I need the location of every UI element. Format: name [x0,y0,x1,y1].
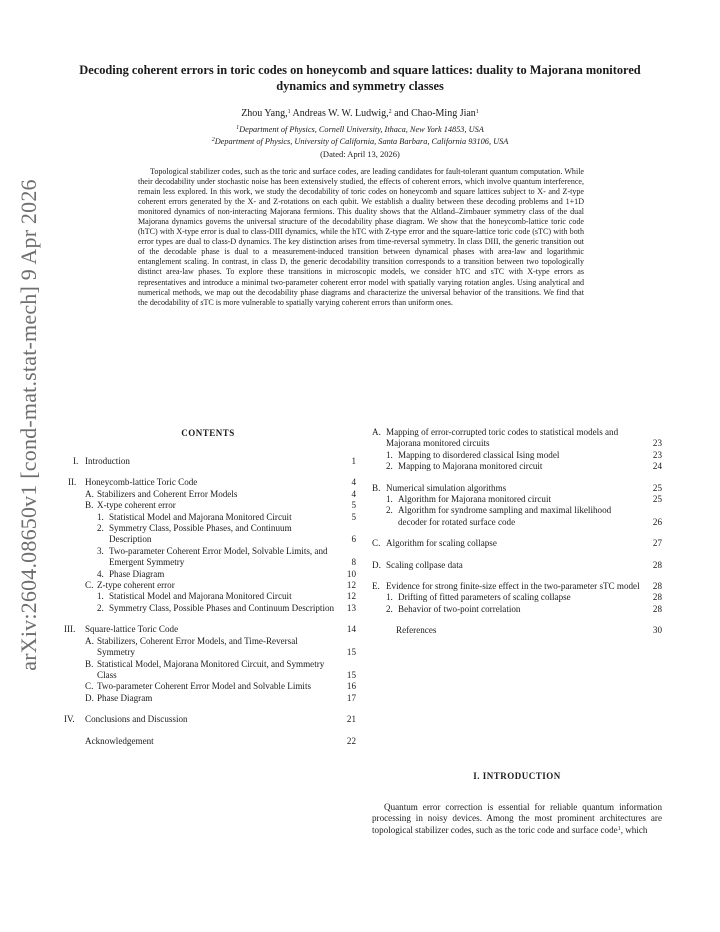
toc-entry-number: C. [372,538,381,549]
toc-entry-title: Honeycomb-lattice Toric Code [85,477,198,488]
toc-entry-page: 25 [652,494,662,505]
toc-entry-page: 17 [346,692,356,703]
intro-text-tail: , which [620,824,648,835]
author: and Chao-Ming Jian [394,108,476,119]
toc-entry-number: A. [85,488,94,499]
contents-heading: CONTENTS [181,428,235,438]
toc-section-group [372,483,662,529]
toc-entry[interactable] [60,636,356,659]
toc-entry[interactable] [60,736,356,747]
toc-entry-number: 3. [97,545,104,556]
toc-entry[interactable] [60,546,356,569]
toc-entry-page: 12 [346,580,356,591]
toc-entry-page: 26 [652,516,662,527]
toc-entry-page: 10 [346,568,356,579]
toc-entry-page: 21 [346,714,356,725]
toc-entry-page: 28 [652,603,662,614]
toc-entry-page: 23 [652,438,662,449]
toc-entry-title: Two-parameter Coherent Error Model, Solvable Limits, and Emergent Symmetry [109,545,328,568]
toc-section-group [60,477,356,614]
toc-entry-title: Algorithm for Majorana monitored circuit [398,494,552,505]
toc-entry-number: 1. [97,511,104,522]
toc-entry-page: 22 [346,735,356,746]
toc-entry[interactable] [372,461,662,472]
toc-entry[interactable] [372,538,662,549]
toc-section-group [372,581,662,615]
toc-entry-title: Behavior of two-point correlation [398,603,521,614]
toc-entry-page: 6 [351,534,356,545]
toc-entry-number: A. [85,635,94,646]
toc-entry-number: 1. [386,449,393,460]
abstract [138,167,584,308]
toc-entry-title: Acknowledgement [85,735,154,746]
toc-entry-page: 25 [652,482,662,493]
toc-entry[interactable] [60,489,356,500]
toc-entry-number: 2. [386,603,393,614]
toc-entry-number: III. [64,624,76,635]
toc-left-column [60,456,356,747]
arxiv-stamp [4,179,54,671]
toc-entry-number: D. [85,692,94,703]
author: Zhou Yang, [241,108,288,119]
affiliation-mark: 2 [388,109,392,115]
toc-entry-title: Two-parameter Coherent Error Model and Solvable Limits [97,681,312,692]
toc-entry[interactable] [60,523,356,546]
toc-entry-number: 1. [97,591,104,602]
toc-entry-page: 15 [346,669,356,680]
toc-entry-number: 2. [386,461,393,472]
toc-entry[interactable] [60,603,356,614]
toc-entry-page: 24 [652,461,662,472]
toc-entry[interactable] [60,714,356,725]
affiliation [60,125,660,134]
toc-entry-page: 15 [346,647,356,658]
toc-entry-page: 28 [652,581,662,592]
toc-entry-page: 1 [351,456,356,466]
affiliation-mark: 1 [475,109,479,115]
affiliation [60,137,660,146]
toc-entry-page: 8 [351,557,356,568]
toc-entry-page: 23 [652,449,662,460]
toc-entry[interactable] [60,681,356,692]
toc-entry-title: Drifting of fitted parameters of scaling collapse [398,592,571,603]
toc-entry-number: A. [372,427,381,437]
toc-entry-title: Mapping to disordered classical Ising model [398,449,560,460]
toc-entry-title: Evidence for strong finite-size effect in the two-parameter sTC model [386,581,640,592]
toc-entry-title: Algorithm for syndrome sampling and maximal likelihood decoder for rotated surface code [398,505,612,527]
toc-entry-page: 4 [351,477,356,488]
toc-entry-page: 5 [351,500,356,511]
toc-entry-number: 4. [97,568,104,579]
toc-entry[interactable] [60,580,356,591]
toc-entry-number: B. [85,500,94,511]
toc-entry-page: 14 [346,624,356,635]
toc-entry[interactable] [60,500,356,511]
toc-entry-title: Statistical Model, Majorana Monitored Circuit, and Symmetry Class [97,658,325,680]
toc-entry-number: 1. [386,592,393,603]
toc-entry[interactable] [60,456,356,467]
toc-entry-title: Stabilizers, Coherent Error Models, and Time-Reversal Symmetry [97,635,298,658]
toc-entry-number: 2. [386,505,393,516]
toc-entry-number: 2. [97,523,104,534]
toc-entry-title: Square-lattice Toric Code [85,624,179,635]
intro-paragraph [372,802,662,836]
toc-entry[interactable] [60,512,356,523]
author-list [60,108,660,119]
toc-section-group [60,624,356,704]
toc-entry-title: Symmetry Class, Possible Phases and Continuum Description [109,602,335,613]
toc-entry-number: IV. [64,714,75,725]
toc-entry-title: Statistical Model and Majorana Monitored Circuit [109,591,292,602]
toc-entry-title: X-type coherent error [97,500,176,511]
affiliation-text: Department of Physics, Cornell University, Ithaca, New York 14853, USA [239,125,484,134]
toc-entry[interactable] [372,427,662,450]
toc-entry-page: 16 [346,681,356,692]
section-heading: I. INTRODUCTION [473,771,561,781]
toc-section-group [60,456,356,467]
toc-entry-title: References [396,625,437,636]
toc-entry[interactable] [372,450,662,461]
toc-entry-number: II. [68,477,77,488]
affiliation-mark: 1 [236,125,240,131]
date-line: (Dated: April 13, 2026) [320,149,400,159]
toc-entry-number: B. [372,482,381,493]
toc-entry[interactable] [60,477,356,488]
toc-section-group [372,538,662,549]
toc-entry-page: 27 [652,538,662,549]
toc-entry-title: Mapping of error-corrupted toric codes to statistical models and Majorana monitored circuits [386,427,619,449]
toc-entry-title: Algorithm for scaling collapse [386,538,497,549]
toc-entry[interactable] [60,659,356,682]
toc-entry-number: E. [372,581,380,592]
toc-entry-title: Introduction [85,456,130,466]
toc-section-group [372,427,662,473]
toc-entry-page: 28 [652,592,662,603]
toc-entry-number: C. [85,681,94,692]
toc-entry-title: Conclusions and Discussion [85,714,188,725]
toc-entry-title: Statistical Model and Majorana Monitored Circuit [109,511,292,522]
toc-entry-number: 2. [97,602,104,613]
toc-entry-title: Mapping to Majorana monitored circuit [398,461,543,472]
abstract-text: Topological stabilizer codes, such as the toric and surface codes, are leading candidates for fault-tolerant quantum computation. While their decodability under stochastic noise has been extensively studied, the effects of coherent errors, which involve quantum interference, remain less explored. In this work, we study the decodability of toric codes on honeycomb and square lattices subject to X- and Z-type coherent errors generated by the X- and Z-rotations on each qubit. We establish a duality between these decoding problems and 1+1D monitored dynamics of non-interacting Majorana fermions. This duality shows that the Altland–Zirnbauer symmetry class of the dual Majorana dynamics governs the universal structure of the decodability phase diagram. We show that the honeycomb-lattice toric code (hTC) with X-type error is dual to class-DIII dynamics, while the hTC with Z-type error and the square-lattice toric code (sTC) with both error types are dual to class-D dynamics. The key distinction arises from time-reversal symmetry. In class DIII, the generic transition out of the decodable phase is dual to a measurement-induced transition between dynamical phases with area-law and logarithmic entanglement scaling. In contrast, in class D, the generic decodability transition corresponds to a transition between two topologically distinct area-law phases. To explore these transitions in microscopic models, we consider hTC and sTC with X-type errors as representatives and introduce a minimal two-parameter coherent error model with spatially varying rotation angles. Using analytical and numerical methods, we map out the decodability phase diagrams and characterize the universal behavior of the transitions. We find that the decodability of sTC is more vulnerable to spatially varying coherent errors than uniform ones. [138,167,584,307]
toc-entry[interactable] [372,625,662,636]
toc-entry[interactable] [60,624,356,635]
toc-entry-number: C. [85,580,94,591]
toc-entry[interactable] [372,604,662,615]
toc-entry[interactable] [60,569,356,580]
toc-entry[interactable] [372,560,662,571]
toc-entry-number: I. [73,456,79,466]
toc-entry-page: 30 [652,625,662,636]
affiliation-mark: 2 [211,137,215,143]
toc-entry-number: D. [372,559,381,570]
toc-entry-page: 4 [351,488,356,499]
intro-text: Quantum error correction is essential for reliable quantum information processing in noisy devices. Among the most prominent architectures are topological stabilizer codes, such as the toric code and surface code [372,802,662,835]
toc-entry[interactable] [60,591,356,602]
toc-entry[interactable] [372,505,662,528]
toc-entry-page: 28 [652,559,662,570]
toc-entry-title: Phase Diagram [109,568,165,579]
arxiv-stamp-text: arXiv:2604.08650v1 [cond-mat.stat-mech] 9 Apr 2026 [16,179,41,671]
toc-entry-page: 13 [346,602,356,613]
author: Andreas W. W. Ludwig, [292,108,389,119]
toc-entry[interactable] [60,693,356,704]
toc-entry-page: 5 [351,511,356,522]
toc-entry-number: B. [85,658,94,669]
toc-entry-number: 1. [386,494,393,505]
toc-entry-title: Symmetry Class, Possible Phases, and Continuum Description [109,523,292,545]
toc-entry-title: Numerical simulation algorithms [386,482,507,493]
affiliation-text: Department of Physics, University of California, Santa Barbara, California 93106, USA [214,137,509,146]
toc-entry-title: Stabilizers and Coherent Error Models [97,488,238,499]
toc-entry[interactable] [372,494,662,505]
toc-section-group [60,714,356,725]
toc-entry[interactable] [372,483,662,494]
toc-entry-title: Scaling collpase data [386,559,463,570]
affiliation-mark: 1 [287,109,291,115]
toc-entry[interactable] [372,581,662,592]
citation-mark: 1 [617,825,621,832]
toc-entry[interactable] [372,592,662,603]
toc-section-group [372,560,662,571]
paper-title: Decoding coherent errors in toric codes on honeycomb and square lattices: duality to Majorana monitored dynamics and symmetry classes [79,63,641,93]
toc-right-column [372,427,662,637]
toc-entry-page: 12 [346,591,356,602]
toc-entry-title: Phase Diagram [97,692,153,703]
toc-entry-title: Z-type coherent error [97,580,175,591]
